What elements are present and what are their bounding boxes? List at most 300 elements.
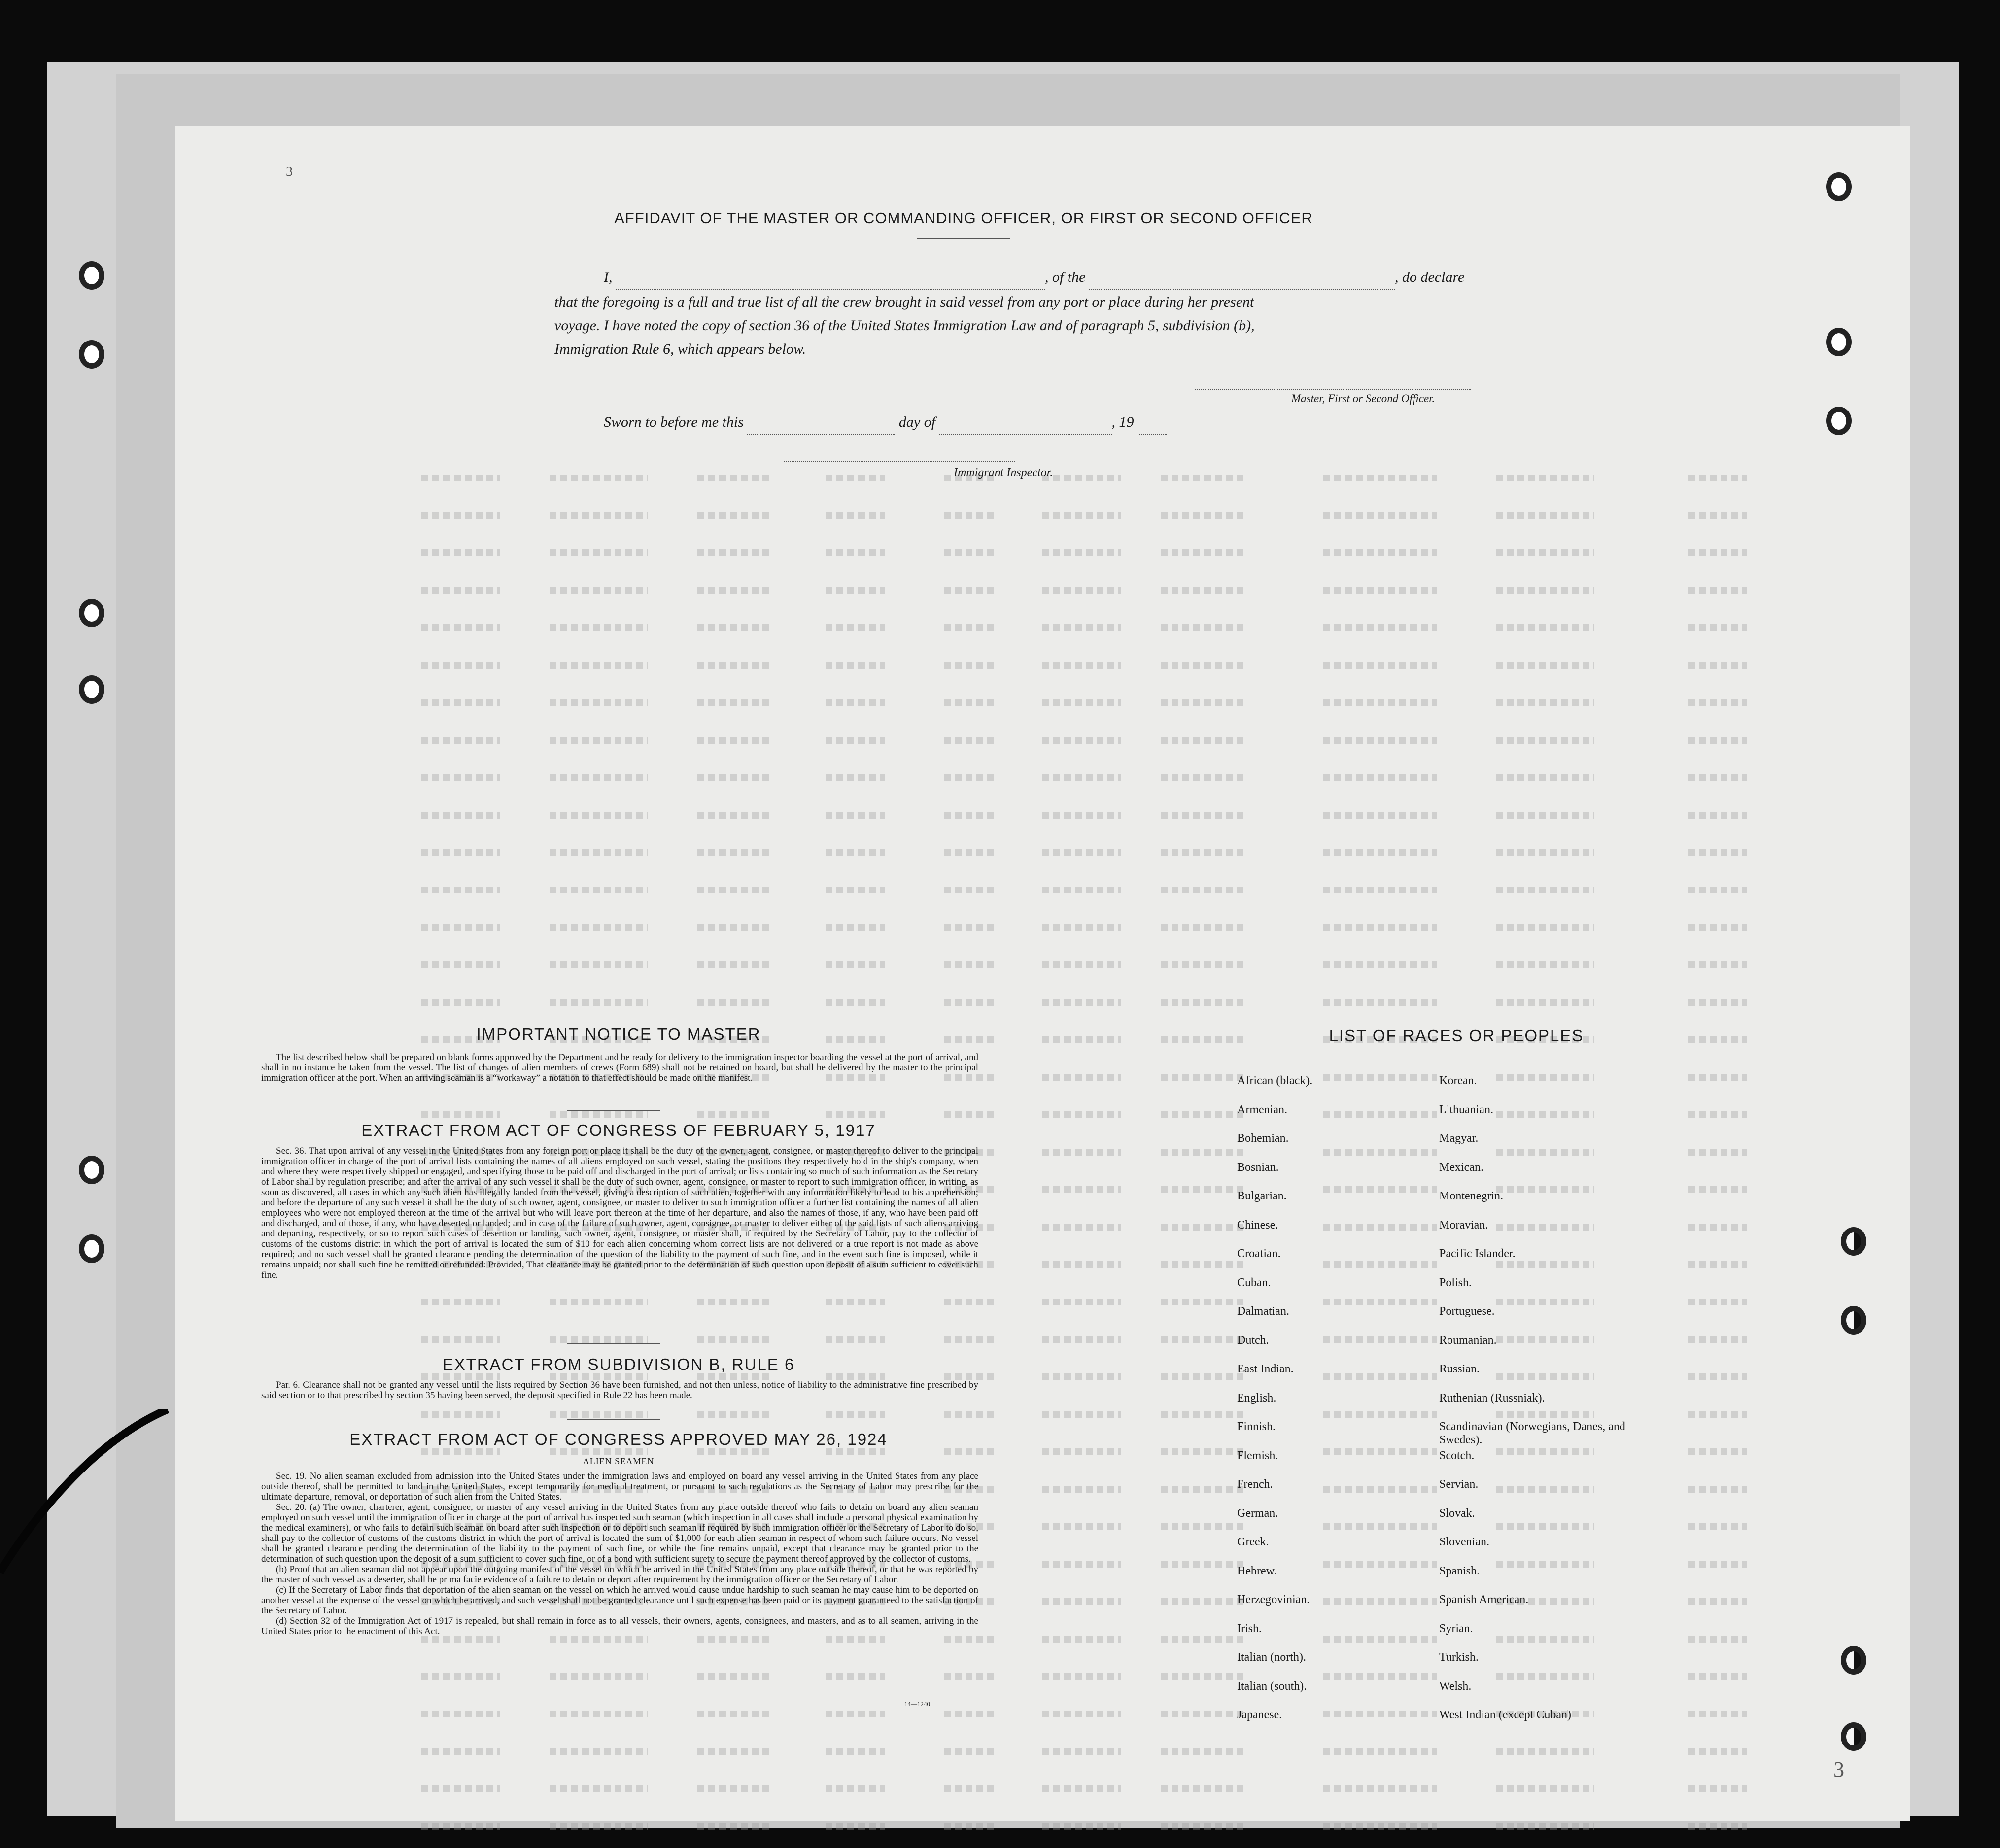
bleed-through-stroke <box>1042 1448 1121 1455</box>
day-field <box>747 411 895 435</box>
bleed-through-stroke <box>1161 549 1244 556</box>
bleed-through-stroke <box>1323 662 1437 669</box>
bleed-through-stroke <box>1323 1785 1437 1792</box>
bleed-through-stroke <box>826 1823 885 1830</box>
bleed-through-stroke <box>1496 1673 1594 1680</box>
bleed-through-stroke <box>1688 1523 1747 1530</box>
bleed-through-stroke <box>421 812 500 819</box>
bleed-through-stroke <box>944 624 998 631</box>
bleed-through-stroke <box>1161 849 1244 856</box>
extract-1924-paragraph: Sec. 19. No alien seaman excluded from admission into the United States under the immigration laws and employed on board any vessel arriving in the United States from any place outside thereof, shall be permitted to land in the United States, except temporarily for medical treatment, or pursuant to such regulations as the Secretary of Labor may prescribe for the ultimate departure, removal, or deportation of such alien from the United States. <box>261 1471 978 1502</box>
bleed-through-stroke <box>421 1673 500 1680</box>
bleed-through-stroke <box>1688 662 1747 669</box>
divider <box>567 1110 660 1111</box>
manifest-page <box>175 126 1910 1821</box>
bleed-through-stroke <box>697 587 771 594</box>
year-field <box>1138 411 1167 435</box>
bleed-through-stroke <box>1323 774 1437 781</box>
bleed-through-stroke <box>1688 1149 1747 1156</box>
bleed-through-stroke <box>550 774 648 781</box>
bleed-through-stroke <box>550 737 648 744</box>
bleed-through-stroke <box>1688 1823 1747 1830</box>
bleed-through-stroke <box>1042 662 1121 669</box>
bleed-through-stroke <box>550 662 648 669</box>
bleed-through-stroke <box>1323 1411 1437 1418</box>
bleed-through-stroke <box>697 812 771 819</box>
race-item: Greek. <box>1237 1536 1269 1548</box>
bleed-through-stroke <box>826 1636 885 1643</box>
race-item: Spanish American. <box>1439 1593 1529 1606</box>
bleed-through-stroke <box>421 1411 500 1418</box>
bleed-through-stroke <box>697 699 771 706</box>
bleed-through-stroke <box>1042 512 1121 519</box>
bleed-through-stroke <box>421 512 500 519</box>
race-item: Syrian. <box>1439 1622 1473 1635</box>
bleed-through-stroke <box>1323 512 1437 519</box>
bleed-through-stroke <box>1161 1486 1244 1493</box>
bleed-through-stroke <box>1161 924 1244 931</box>
sworn-line: Sworn to before me this day of , 19 <box>604 411 1167 435</box>
bleed-through-stroke <box>944 1823 998 1830</box>
bleed-through-stroke <box>1042 1373 1121 1380</box>
bleed-through-stroke <box>1042 1074 1121 1081</box>
bleed-through-stroke <box>1688 475 1747 481</box>
bleed-through-stroke <box>1161 812 1244 819</box>
bleed-through-stroke <box>1042 1411 1121 1418</box>
form-number: 14—1240 <box>904 1700 930 1708</box>
bleed-through-stroke <box>1496 475 1594 481</box>
bleed-through-stroke <box>1496 624 1594 631</box>
bleed-through-stroke <box>1496 549 1594 556</box>
bleed-through-stroke <box>1688 1486 1747 1493</box>
bleed-through-stroke <box>826 1411 885 1418</box>
bleed-through-stroke <box>1042 1523 1121 1530</box>
bleed-through-stroke <box>1042 1486 1121 1493</box>
page-mark: 3 <box>1833 1757 1844 1781</box>
bleed-through-stroke <box>1688 1598 1747 1605</box>
bleed-through-stroke <box>826 849 885 856</box>
extract-1917-title: EXTRACT FROM ACT OF CONGRESS OF FEBRUARY 5, 1917 <box>361 1121 876 1139</box>
race-item: Moravian. <box>1439 1218 1488 1232</box>
race-item: Welsh. <box>1439 1679 1472 1693</box>
race-item: East Indian. <box>1237 1363 1294 1375</box>
bleed-through-stroke <box>697 1373 771 1380</box>
bleed-through-stroke <box>1323 737 1437 744</box>
bleed-through-stroke <box>1496 1149 1594 1156</box>
bleed-through-stroke <box>421 624 500 631</box>
bleed-through-stroke <box>1323 587 1437 594</box>
bleed-through-stroke <box>944 1299 998 1305</box>
bleed-through-stroke <box>550 1299 648 1305</box>
bleed-through-stroke <box>944 512 998 519</box>
bleed-through-stroke <box>1042 1036 1121 1043</box>
punch-hole <box>79 261 104 290</box>
bleed-through-stroke <box>944 1111 998 1118</box>
race-item: Japanese. <box>1237 1709 1282 1721</box>
bleed-through-stroke <box>421 1448 500 1455</box>
punch-hole <box>1841 1722 1866 1751</box>
bleed-through-stroke <box>1161 1748 1244 1755</box>
race-item: West Indian (except Cuban) <box>1439 1709 1571 1721</box>
bleed-through-stroke <box>1496 1636 1594 1643</box>
bleed-through-stroke <box>1688 1036 1747 1043</box>
bleed-through-stroke <box>421 774 500 781</box>
bleed-through-stroke <box>826 549 885 556</box>
bleed-through-stroke <box>1323 1636 1437 1643</box>
bleed-through-stroke <box>826 1373 885 1380</box>
punch-hole <box>1841 1646 1866 1675</box>
bleed-through-stroke <box>1323 1673 1437 1680</box>
bleed-through-stroke <box>944 699 998 706</box>
punch-hole <box>1841 1306 1866 1335</box>
bleed-through-stroke <box>1323 475 1437 481</box>
bleed-through-stroke <box>1496 512 1594 519</box>
binding-string <box>0 1409 177 1597</box>
bleed-through-stroke <box>1688 1411 1747 1418</box>
bleed-through-stroke <box>1161 999 1244 1006</box>
bleed-through-stroke <box>1042 549 1121 556</box>
bleed-through-stroke <box>826 1785 885 1792</box>
race-item: Armenian. <box>1237 1103 1287 1116</box>
bleed-through-stroke <box>944 1711 998 1717</box>
bleed-through-stroke <box>1688 1111 1747 1118</box>
bleed-through-stroke <box>1161 475 1244 481</box>
bleed-through-stroke <box>944 774 998 781</box>
punch-hole <box>1826 328 1852 356</box>
bleed-through-stroke <box>421 1636 500 1643</box>
bleed-through-stroke <box>1688 1448 1747 1455</box>
bleed-through-stroke <box>826 774 885 781</box>
bleed-through-stroke <box>1496 1823 1594 1830</box>
bleed-through-stroke <box>550 1411 648 1418</box>
bleed-through-stroke <box>1496 1523 1594 1530</box>
bleed-through-stroke <box>1042 887 1121 893</box>
bleed-through-stroke <box>550 475 648 481</box>
bleed-through-stroke <box>1161 1785 1244 1792</box>
bleed-through-stroke <box>550 1111 648 1118</box>
bleed-through-stroke <box>944 924 998 931</box>
punch-hole <box>79 599 104 627</box>
bleed-through-stroke <box>944 1748 998 1755</box>
bleed-through-stroke <box>1042 1711 1121 1717</box>
bleed-through-stroke <box>944 961 998 968</box>
bleed-through-stroke <box>1688 1186 1747 1193</box>
bleed-through-stroke <box>1496 1411 1594 1418</box>
bleed-through-stroke <box>1161 1074 1244 1081</box>
bleed-through-stroke <box>944 737 998 744</box>
bleed-through-stroke <box>1161 512 1244 519</box>
bleed-through-stroke <box>944 587 998 594</box>
bleed-through-stroke <box>697 512 771 519</box>
bleed-through-stroke <box>944 849 998 856</box>
extract-1924-paragraph: Sec. 20. (a) The owner, charterer, agent, consignee, or master of any vessel arriving in the United States from any place outside thereof who fails to detain on board any alien seaman employed on such vessel until the immigration officer in charge at the port of arrival has inspected such seaman (which inspection in all cases shall include a personal physical examination by the medical examiners), or who fails to detain such seaman on board after such inspection or to deport such seaman if required by such immigration officer or the Secretary of Labor to do so, shall pay to the collector of customs of the customs district in which the port of arrival is located the sum of $1,000 for each alien seaman in respect of whom such failure occurs. No vessel shall be granted clearance pending the determination of the liability to the payment of such fine, or while the fine remains unpaid, except that clearance may be granted prior to the determination of such question upon the deposit of a sum sufficient to cover such fine, or of a bond with sufficient surety to secure the payment thereof approved by the collector of customs. <box>261 1502 978 1564</box>
bleed-through-stroke <box>944 999 998 1006</box>
bleed-through-stroke <box>1161 1111 1244 1118</box>
bleed-through-stroke <box>1323 999 1437 1006</box>
bleed-through-stroke <box>1161 1149 1244 1156</box>
bleed-through-stroke <box>1042 1598 1121 1605</box>
bleed-through-stroke <box>826 1111 885 1118</box>
bleed-through-stroke <box>1042 1636 1121 1643</box>
bleed-through-stroke <box>826 887 885 893</box>
bleed-through-stroke <box>1323 961 1437 968</box>
affidavit-title: AFFIDAVIT OF THE MASTER OR COMMANDING OFFICER, OR FIRST OR SECOND OFFICER <box>614 209 1313 227</box>
bleed-through-stroke <box>550 999 648 1006</box>
race-item: Montenegrin. <box>1439 1190 1503 1202</box>
bleed-through-stroke <box>1496 849 1594 856</box>
punch-hole <box>79 340 104 369</box>
race-item: Magyar. <box>1439 1132 1479 1145</box>
bleed-through-stroke <box>1161 887 1244 893</box>
bleed-through-stroke <box>826 587 885 594</box>
bleed-through-stroke <box>1042 849 1121 856</box>
divider <box>567 1419 660 1420</box>
bleed-through-stroke <box>1161 737 1244 744</box>
bleed-through-stroke <box>1042 1785 1121 1792</box>
punch-hole <box>1841 1227 1866 1256</box>
extract-1924-paragraph: (d) Section 32 of the Immigration Act of 1917 is repealed, but shall remain in force as to all vessels, their owners, agents, consignees, and masters, and as to all seamen, arriving in the United States prior to the enactment of this Act. <box>261 1616 978 1637</box>
bleed-through-stroke <box>1688 1299 1747 1305</box>
bleed-through-stroke <box>1688 1074 1747 1081</box>
rule6-text: Par. 6. Clearance shall not be granted any vessel until the lists required by Section 36 have been furnished, and not then unless, notice of liability to the administrative fine prescribed by said section or to that prescribed by section 35 having been served, the deposit specified in Rule 22 has been made. <box>261 1380 978 1401</box>
bleed-through-stroke <box>826 1711 885 1717</box>
bleed-through-stroke <box>1161 587 1244 594</box>
bleed-through-stroke <box>1496 1299 1594 1305</box>
bleed-through-stroke <box>1042 587 1121 594</box>
bleed-through-stroke <box>1496 737 1594 744</box>
affidavit-declare-line: I, , of the , do declare <box>604 266 1464 290</box>
bleed-through-stroke <box>1323 624 1437 631</box>
race-item: Korean. <box>1439 1074 1477 1087</box>
bleed-through-stroke <box>944 1673 998 1680</box>
bleed-through-stroke <box>1688 1224 1747 1231</box>
bleed-through-stroke <box>1161 624 1244 631</box>
bleed-through-stroke <box>826 1336 885 1343</box>
bleed-through-stroke <box>421 999 500 1006</box>
bleed-through-stroke <box>697 1673 771 1680</box>
extract-1924-subtitle: ALIEN SEAMEN <box>583 1456 655 1466</box>
race-item: Italian (north). <box>1237 1651 1306 1664</box>
bleed-through-stroke <box>1688 1748 1747 1755</box>
race-item: Bosnian. <box>1237 1161 1279 1174</box>
bleed-through-stroke <box>550 624 648 631</box>
bleed-through-stroke <box>1042 737 1121 744</box>
bleed-through-stroke <box>697 849 771 856</box>
bleed-through-stroke <box>697 1636 771 1643</box>
master-signature-label: Master, First or Second Officer. <box>1291 392 1435 405</box>
bleed-through-stroke <box>1496 662 1594 669</box>
bleed-through-stroke <box>421 1748 500 1755</box>
bleed-through-stroke <box>697 961 771 968</box>
race-item: Spanish. <box>1439 1564 1480 1577</box>
bleed-through-stroke <box>421 1336 500 1343</box>
race-item: Slovenian. <box>1439 1536 1489 1548</box>
bleed-through-stroke <box>944 1785 998 1792</box>
bleed-through-stroke <box>421 662 500 669</box>
bleed-through-stroke <box>1161 1523 1244 1530</box>
bleed-through-stroke <box>697 774 771 781</box>
bleed-through-stroke <box>1042 924 1121 931</box>
race-item: French. <box>1237 1478 1273 1491</box>
bleed-through-stroke <box>697 624 771 631</box>
bleed-through-stroke <box>697 549 771 556</box>
bleed-through-stroke <box>1161 1561 1244 1568</box>
affidavit-body-line: Immigration Rule 6, which appears below. <box>554 341 806 357</box>
race-item: Pacific Islander. <box>1439 1247 1516 1260</box>
bleed-through-stroke <box>1042 1299 1121 1305</box>
bleed-through-stroke <box>697 924 771 931</box>
bleed-through-stroke <box>1042 1149 1121 1156</box>
bleed-through-stroke <box>1161 1224 1244 1231</box>
race-item: Ruthenian (Russniak). <box>1439 1391 1545 1404</box>
bleed-through-stroke <box>1496 887 1594 893</box>
bleed-through-stroke <box>944 1411 998 1418</box>
bleed-through-stroke <box>421 849 500 856</box>
bleed-through-stroke <box>826 699 885 706</box>
race-item: Scotch. <box>1439 1449 1475 1462</box>
bleed-through-stroke <box>1042 1261 1121 1268</box>
bleed-through-stroke <box>1323 887 1437 893</box>
bleed-through-stroke <box>944 812 998 819</box>
bleed-through-stroke <box>1042 1561 1121 1568</box>
bleed-through-stroke <box>1042 1823 1121 1830</box>
bleed-through-stroke <box>550 1336 648 1343</box>
bleed-through-stroke <box>421 699 500 706</box>
bleed-through-stroke <box>421 1785 500 1792</box>
bleed-through-stroke <box>1323 924 1437 931</box>
bleed-through-stroke <box>826 512 885 519</box>
extract-1924-paragraph: (b) Proof that an alien seaman did not appear upon the outgoing manifest of the vessel on which he arrived in the United States from any place outside thereof, or that he was reported by the master of such vessel as a deserter, shall be prima facie evidence of a failure to detain or deport after requirement by the immigration officer or the Secretary of Labor. <box>261 1564 978 1585</box>
bleed-through-stroke <box>1042 1224 1121 1231</box>
bleed-through-stroke <box>1323 1523 1437 1530</box>
bleed-through-stroke <box>1323 1299 1437 1305</box>
bleed-through-stroke <box>550 1785 648 1792</box>
bleed-through-stroke <box>1688 924 1747 931</box>
race-item: Croatian. <box>1237 1247 1281 1260</box>
bleed-through-stroke <box>421 587 500 594</box>
bleed-through-stroke <box>421 475 500 481</box>
bleed-through-stroke <box>944 1373 998 1380</box>
bleed-through-stroke <box>826 1299 885 1305</box>
bleed-through-stroke <box>1161 1598 1244 1605</box>
bleed-through-stroke <box>421 887 500 893</box>
extract-1917-text: Sec. 36. That upon arrival of any vessel in the United States from any foreign port or place it shall be the duty of the owner, agent, consignee, or master thereof to deliver to the principal immigration officer in charge of the port of arrival lists containing the names of all aliens employed on such vessel, stating the positions they respectively hold in the ship's company, when and where they were respectively shipped or engaged, and specifying those to be paid off and discharged in the port of arrival; or lists containing so much of such information as the Secretary of Labor shall by regulation prescribe; and after the arrival of any such vessel it shall be the duty of such owner, agent, consignee, or master to report to such immigration officer, in writing, as soon as discovered, all cases in which any such alien has illegally landed from the vessel, giving a description of such alien, together with any information likely to lead to his apprehension; and before the departure of any such vessel it shall be the duty of such owner, agent, consignee, or master to deliver to such immigration officer a further list containing the names of all alien employees who were not employed thereon at the time of the arrival but who will leave port thereon at the time of her departure, and also the names of those, if any, who have been paid off and discharged, and of those, if any, who have deserted or landed; and in case of the failure of such owner, agent, consignee, or master to deliver either of the said lists of such aliens arriving and departing, respectively, or so to report such cases of desertion or landing, such owner, agent, consignee, or master shall, if required by the Secretary of Labor, pay to the collector of customs of the customs district in which the port of arrival is located the sum of $10 for each alien concerning whom correct lists are not delivered or a true report is not made as above required; and no such vessel shall be granted clearance pending the determination of the question of the liability to the payment of such fine, and in the event such fine is imposed, while it remains unpaid; nor shall such fine be remitted or refunded: Provided, That clearance may be granted prior to the determination of such question upon deposit of a sum sufficient to cover such fine. <box>261 1146 978 1280</box>
bleed-through-stroke <box>1042 1336 1121 1343</box>
page-mark: 3 <box>286 164 293 179</box>
race-item: Roumanian. <box>1439 1334 1497 1347</box>
bleed-through-stroke <box>1161 961 1244 968</box>
bleed-through-stroke <box>1161 1823 1244 1830</box>
race-item: Hebrew. <box>1237 1564 1277 1577</box>
bleed-through-stroke <box>1161 1186 1244 1193</box>
race-item: Cuban. <box>1237 1276 1271 1289</box>
extract-1924-title: EXTRACT FROM ACT OF CONGRESS APPROVED MAY 26, 1924 <box>349 1430 888 1448</box>
bleed-through-stroke <box>550 1748 648 1755</box>
bleed-through-stroke <box>826 812 885 819</box>
races-title: LIST OF RACES OR PEOPLES <box>1329 1027 1584 1045</box>
bleed-through-stroke <box>1496 774 1594 781</box>
bleed-through-stroke <box>826 737 885 744</box>
bleed-through-stroke <box>1496 1748 1594 1755</box>
bleed-through-stroke <box>1161 1373 1244 1380</box>
race-item: Finnish. <box>1237 1420 1276 1433</box>
bleed-through-stroke <box>1042 624 1121 631</box>
bleed-through-stroke <box>697 1111 771 1118</box>
bleed-through-stroke <box>421 1373 500 1380</box>
bleed-through-stroke <box>697 1299 771 1305</box>
bleed-through-stroke <box>826 1673 885 1680</box>
bleed-through-stroke <box>1161 774 1244 781</box>
bleed-through-stroke <box>1161 1711 1244 1717</box>
bleed-through-stroke <box>1323 699 1437 706</box>
punch-hole <box>1826 172 1852 201</box>
bleed-through-stroke <box>1688 1636 1747 1643</box>
bleed-through-stroke <box>421 737 500 744</box>
bleed-through-stroke <box>1496 699 1594 706</box>
race-item: Slovak. <box>1439 1506 1475 1520</box>
bleed-through-stroke <box>944 1636 998 1643</box>
bleed-through-stroke <box>1688 512 1747 519</box>
bleed-through-stroke <box>826 999 885 1006</box>
affidavit-body-line: that the foregoing is a full and true list of all the crew brought in said vessel from any port or place during her present <box>554 294 1254 310</box>
bleed-through-stroke <box>1161 1036 1244 1043</box>
bleed-through-stroke <box>550 849 648 856</box>
bleed-through-stroke <box>1042 1748 1121 1755</box>
bleed-through-stroke <box>1323 1149 1437 1156</box>
bleed-through-stroke <box>697 1785 771 1792</box>
bleed-through-stroke <box>826 961 885 968</box>
bleed-through-stroke <box>1323 1261 1437 1268</box>
bleed-through-stroke <box>1688 1673 1747 1680</box>
bleed-through-stroke <box>1042 699 1121 706</box>
bleed-through-stroke <box>1161 1299 1244 1305</box>
affidavit-body-line: voyage. I have noted the copy of section 36 of the United States Immigration Law and of paragraph 5, subdivision (b), <box>554 317 1255 334</box>
bleed-through-stroke <box>550 812 648 819</box>
bleed-through-stroke <box>550 1823 648 1830</box>
bleed-through-stroke <box>1688 1561 1747 1568</box>
race-item: Polish. <box>1439 1276 1472 1289</box>
race-item: English. <box>1237 1391 1276 1404</box>
bleed-through-stroke <box>421 1711 500 1717</box>
punch-hole <box>79 1156 104 1184</box>
bleed-through-stroke <box>1688 1711 1747 1717</box>
punch-hole <box>79 1234 104 1263</box>
bleed-through-stroke <box>697 475 771 481</box>
bleed-through-stroke <box>1496 1785 1594 1792</box>
bleed-through-stroke <box>944 1448 998 1455</box>
bleed-through-stroke <box>1688 1336 1747 1343</box>
bleed-through-stroke <box>1323 849 1437 856</box>
bleed-through-stroke <box>550 1373 648 1380</box>
bleed-through-stroke <box>550 1448 648 1455</box>
bleed-through-stroke <box>944 1336 998 1343</box>
bleed-through-stroke <box>944 549 998 556</box>
race-item: Portuguese. <box>1439 1305 1495 1318</box>
race-item: Turkish. <box>1439 1651 1479 1664</box>
race-item: Lithuanian. <box>1439 1103 1493 1116</box>
bleed-through-stroke <box>826 924 885 931</box>
bleed-through-stroke <box>550 1673 648 1680</box>
punch-hole <box>79 675 104 704</box>
bleed-through-stroke <box>421 924 500 931</box>
race-item: Russian. <box>1439 1363 1480 1375</box>
bleed-through-stroke <box>550 1636 648 1643</box>
bleed-through-stroke <box>1688 737 1747 744</box>
bleed-through-stroke <box>697 999 771 1006</box>
race-item: Flemish. <box>1237 1449 1278 1462</box>
bleed-through-stroke <box>421 1111 500 1118</box>
bleed-through-stroke <box>1042 475 1121 481</box>
